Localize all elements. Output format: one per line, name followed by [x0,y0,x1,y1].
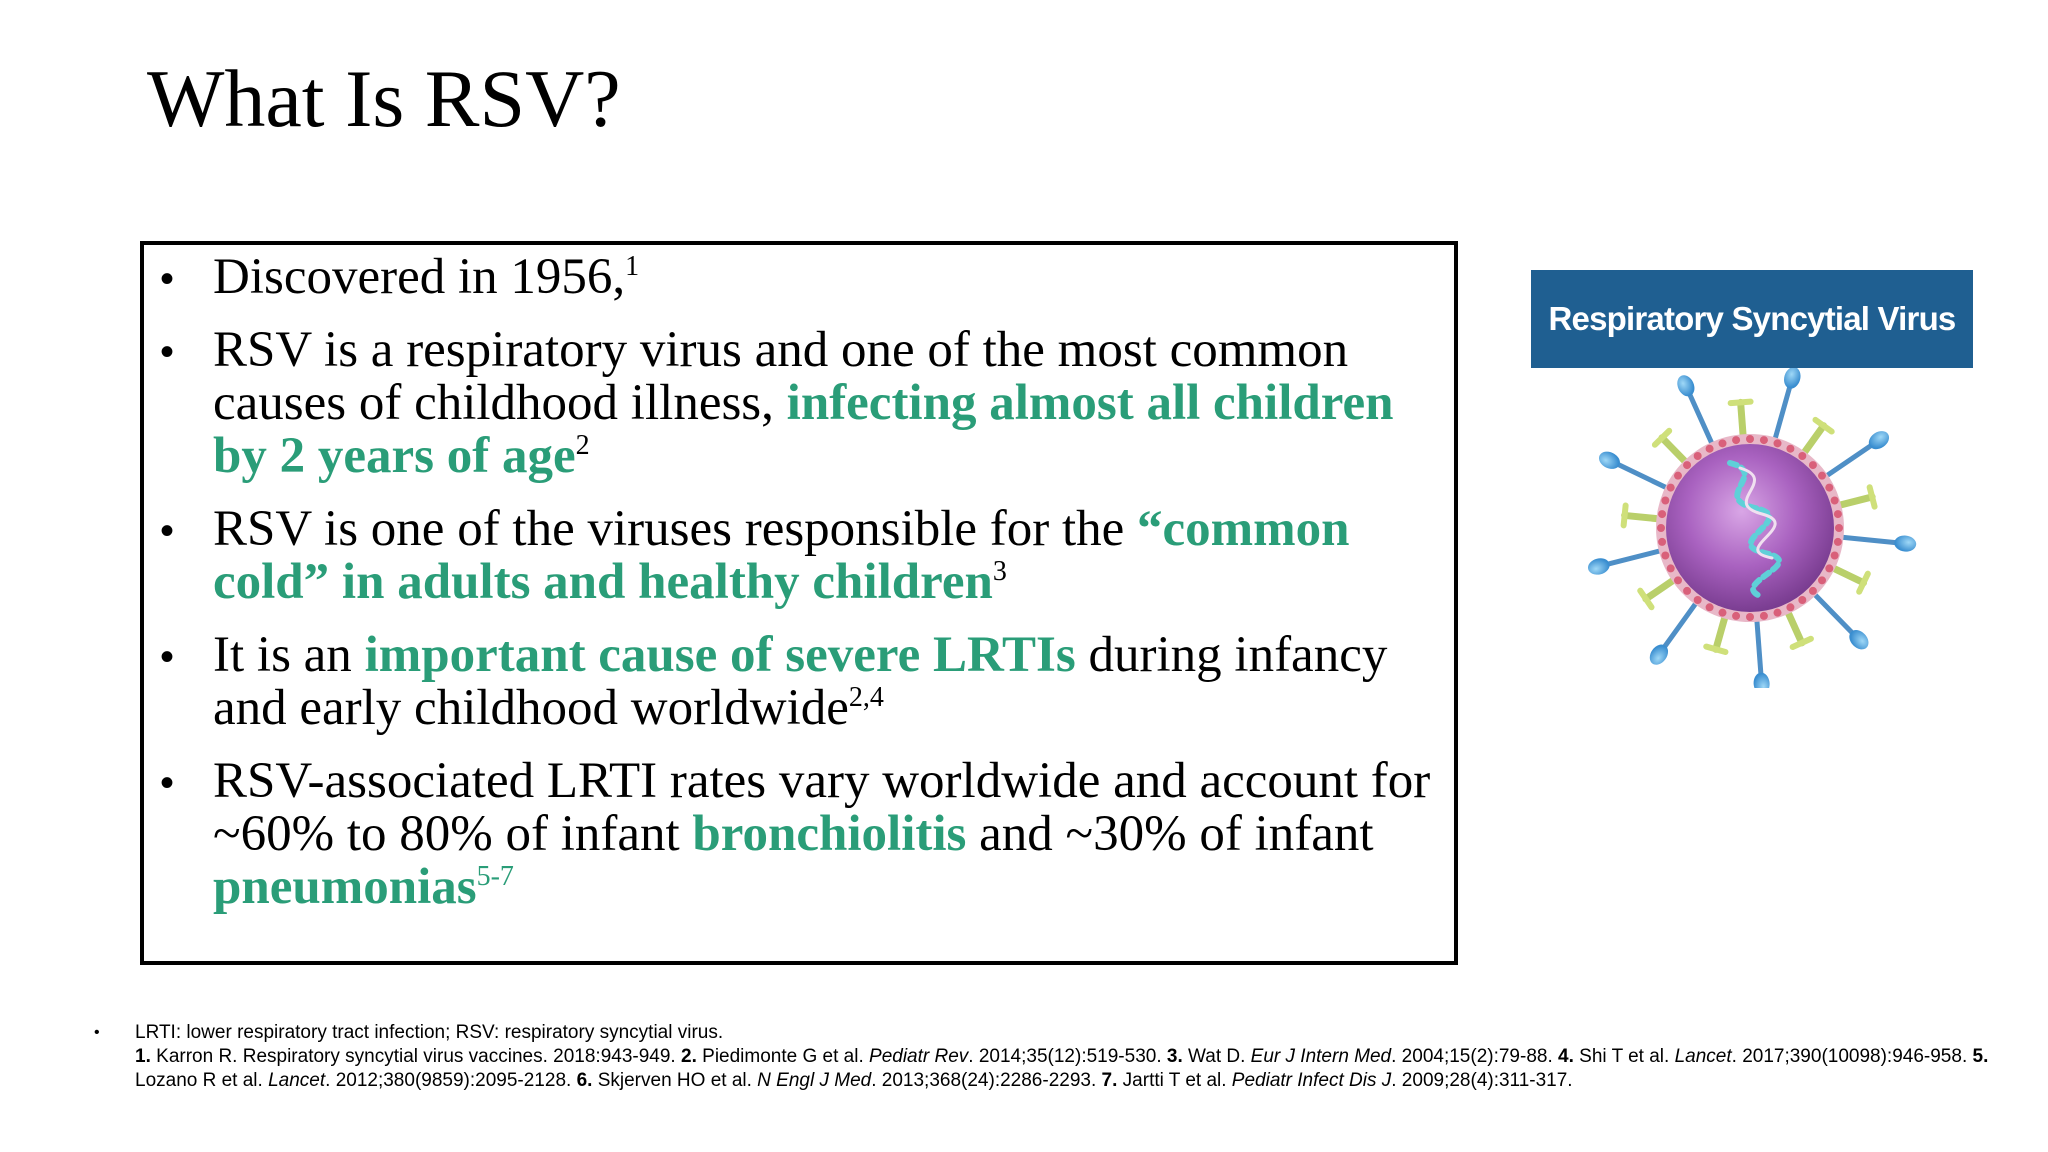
virus-g-protein-spike [1824,444,1874,478]
reference-number: 5-7 [476,861,514,893]
virus-envelope-dot [1746,613,1754,621]
highlighted-text: “common cold” in adults and healthy children [213,501,1350,611]
reference-text: Wat D. [1188,1046,1251,1067]
virus-envelope-dot [1694,596,1702,604]
virus-envelope-dot [1831,496,1839,504]
virus-f-protein-spike [1716,615,1726,650]
virus-g-protein-spike [1615,463,1669,489]
virus-spike-head [1706,647,1725,652]
virus-envelope-dot [1760,436,1768,444]
bullet-text: and ~30% of infant [966,806,1374,863]
reference-text: Lozano R et al. [135,1070,269,1091]
reference-text: Shi T et al. [1579,1046,1675,1067]
virus-envelope-dot [1786,445,1794,453]
content-box [140,241,1458,965]
virus-g-protein-spike [1840,537,1900,543]
bullet-text: It is an [213,627,365,684]
virus-spike-tip [1674,372,1698,399]
reference-citation: . 2014;35(12):519-530. [968,1046,1162,1067]
reference-journal: Lancet [1674,1046,1732,1067]
virus-f-protein-spike [1625,515,1661,519]
reference-index: 7. [1101,1070,1118,1091]
reference-number: 1 [625,251,640,282]
image-label-banner: Respiratory Syncytial Virus [1531,270,1973,368]
virus-envelope-dot [1694,452,1702,460]
reference-number: 3 [992,556,1007,588]
virus-f-protein-spike [1803,426,1824,455]
virus-spike-head [1624,505,1626,525]
virus-core [1666,444,1834,612]
footnote-references [135,1045,1990,1093]
bullet-text: during infancy and early childhood worldwide [213,627,1388,737]
bullet-item [158,251,1438,304]
virus-envelope-dot [1774,609,1782,617]
virus-envelope-dot [1835,524,1843,532]
reference-index: 4. [1558,1046,1574,1067]
bullet-dot-icon: • [160,761,175,806]
virus-g-protein-spike [1605,550,1663,565]
virus-envelope-dot [1718,439,1726,447]
virus-envelope-dot [1831,552,1839,560]
reference-citation: . 2017;390(10098):946-958. [1731,1046,1968,1067]
virus-envelope-dot [1834,510,1842,518]
virus-envelope-dot [1818,576,1826,584]
reference-journal: N Engl J Med [757,1070,872,1091]
bullet-item [158,503,1438,609]
bullet-dot-icon: • [160,509,175,554]
virus-envelope-dot [1809,461,1817,469]
virus-envelope-dot [1732,612,1740,620]
reference-text: Skjerven HO et al. [597,1070,758,1091]
virus-envelope-dot [1834,538,1842,546]
virus-envelope-dot [1760,612,1768,620]
reference-text: 2013;368(24):2286-2293. [881,1070,1097,1091]
virus-spike-tip [1782,368,1803,391]
bullet-text: Discovered in 1956, [213,249,626,305]
highlighted-text: infecting almost all children by 2 years of age [213,375,1394,485]
virus-envelope-dot [1786,603,1794,611]
rsv-virus-illustration [1580,368,1920,688]
reference-citation: . 2004;15(2):79-88. [1391,1046,1553,1067]
virus-envelope-dot [1658,538,1666,546]
virus-spike-head [1793,639,1811,647]
virus-spike-tip [1586,556,1611,577]
virus-envelope-dot [1718,609,1726,617]
virus-envelope-dot [1809,587,1817,595]
virus-f-protein-spike [1646,579,1676,599]
reference-text: Piedimonte G et al. [702,1046,870,1067]
virus-f-protein-spike [1787,610,1802,643]
virus-f-protein-spike [1831,567,1863,583]
virus-g-protein-spike [1757,618,1761,678]
reference-journal: Pediatr Rev [869,1046,969,1067]
footnote-bullet-dot: • [94,1024,100,1041]
virus-g-protein-spike [1774,384,1790,442]
bullet-dot-icon: • [160,635,175,680]
virus-g-protein-spike [1813,592,1855,635]
virus-f-protein-spike [1837,497,1872,506]
highlighted-text: bronchiolitis [692,806,967,863]
virus-envelope-dot [1818,472,1826,480]
virus-spike-head [1731,402,1751,403]
reference-index: 2. [681,1046,697,1067]
reference-journal: Eur J Intern Med [1250,1046,1392,1067]
reference-journal: Lancet [268,1070,326,1091]
virus-envelope-dot [1683,587,1691,595]
highlighted-text: pneumonias [213,859,477,916]
reference-citation: . 2012;380(9859):2095-2128. [325,1070,572,1091]
bullet-text: RSV is a respiratory virus and one of the most common causes of childhood illness, [213,322,1349,432]
reference-citation: . [871,1070,877,1091]
virus-spike-head [1870,487,1875,506]
virus-spike-tip [1893,535,1916,553]
footnote [90,1021,1990,1093]
virus-spike-tip [1596,448,1623,472]
virus-envelope-dot [1661,552,1669,560]
virus-envelope-dot [1706,603,1714,611]
virus-g-protein-spike [1688,391,1713,446]
virus-envelope-dot [1825,484,1833,492]
reference-text: Karron R. Respiratory syncytial virus vaccines. 2018:943-949. [156,1046,676,1067]
virus-envelope-dot [1732,436,1740,444]
reference-number: 2,4 [848,682,884,714]
virus-envelope-dot [1746,435,1754,443]
virus-envelope-dot [1667,564,1675,572]
bullet-text: RSV-associated LRTI rates vary worldwide and account for ~60% to 80% of infant [213,753,1431,863]
highlighted-text: important cause of severe LRTIs [364,627,1076,684]
footnote-body [135,1021,1990,1093]
virus-envelope-dot [1825,564,1833,572]
reference-index: 5. [1972,1046,1989,1067]
virus-envelope-dot [1674,472,1682,480]
bullet-item [158,629,1438,735]
virus-g-protein-spike [1662,601,1697,650]
virus-spike-head [1859,574,1868,592]
bullet-dot-icon: • [160,257,175,301]
virus-envelope-dot [1661,496,1669,504]
bullet-text: RSV is one of the viruses responsible for the [213,501,1138,558]
reference-index: 1. [135,1046,151,1067]
virus-envelope-dot [1657,524,1665,532]
reference-index: 3. [1166,1046,1183,1067]
bullet-list [158,251,1438,914]
virus-f-protein-spike [1662,438,1687,464]
virus-envelope-dot [1674,576,1682,584]
bullet-item [158,755,1438,914]
virus-envelope-dot [1798,596,1806,604]
virus-f-protein-spike [1741,402,1744,438]
reference-citation: . 2009;28(4):311-317. [1391,1070,1573,1091]
bullet-item [158,324,1438,483]
virus-spike-tip [1753,672,1771,688]
slide-title: What Is RSV? [147,53,621,144]
footnote-abbreviations: LRTI: lower respiratory tract infection; RSV: respiratory syncytial virus. [135,1022,724,1043]
virus-envelope-dot [1658,510,1666,518]
virus-envelope-dot [1683,461,1691,469]
reference-index: 6. [576,1070,593,1091]
virus-envelope-dot [1774,439,1782,447]
reference-text: Jartti T et al. [1122,1070,1232,1091]
reference-journal: Pediatr Infect Dis J [1231,1070,1392,1091]
reference-number: 2 [575,430,590,462]
bullet-dot-icon: • [160,330,175,375]
virus-envelope-dot [1667,484,1675,492]
virus-envelope-dot [1706,445,1714,453]
virus-envelope-dot [1798,452,1806,460]
